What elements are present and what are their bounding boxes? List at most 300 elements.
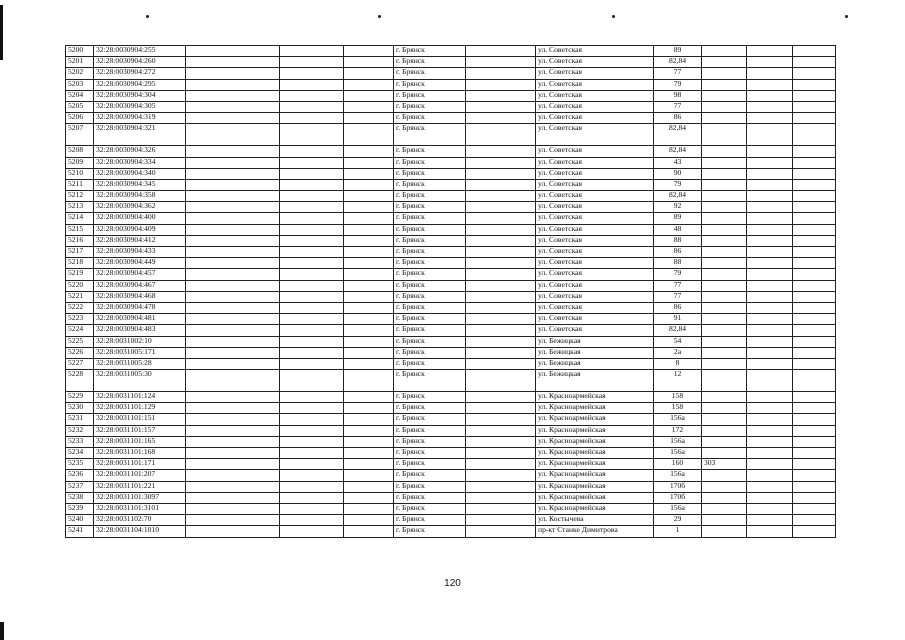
cell-empty <box>466 347 536 358</box>
page-number: 120 <box>444 578 461 589</box>
cell-empty <box>186 436 280 447</box>
cell-empty <box>280 269 344 280</box>
cell-street: ул. Советская <box>536 68 654 79</box>
cell-street: ул. Советская <box>536 57 654 68</box>
cell-area: 79 <box>654 79 702 90</box>
table-row <box>66 247 836 258</box>
cell-empty <box>280 503 344 514</box>
cell-street: ул. Красноармейская <box>536 414 654 425</box>
table-row <box>66 280 836 291</box>
cell-empty <box>747 425 793 436</box>
cell-no: 5228 <box>66 370 94 392</box>
cell-extra <box>702 336 747 347</box>
cell-empty <box>793 124 836 146</box>
cell-empty <box>466 291 536 302</box>
cell-empty <box>466 79 536 90</box>
cell-empty <box>280 414 344 425</box>
cell-empty <box>793 101 836 112</box>
cell-empty <box>344 392 394 403</box>
cell-empty <box>747 113 793 124</box>
cell-extra <box>702 358 747 369</box>
table-row <box>66 436 836 447</box>
cell-street: ул. Советская <box>536 247 654 258</box>
cell-city: г. Брянск <box>394 503 466 514</box>
cell-empty <box>747 470 793 481</box>
cell-empty <box>466 414 536 425</box>
cell-street: ул. Бежицкая <box>536 336 654 347</box>
cell-city: г. Брянск <box>394 247 466 258</box>
cell-no: 5241 <box>66 526 94 537</box>
cell-empty <box>280 291 344 302</box>
cell-extra <box>702 269 747 280</box>
cell-no: 5200 <box>66 46 94 57</box>
cell-area: 172 <box>654 425 702 436</box>
cell-empty <box>344 191 394 202</box>
cell-area: 86 <box>654 247 702 258</box>
table-row <box>66 358 836 369</box>
cell-street: ул. Советская <box>536 302 654 313</box>
cell-empty <box>793 179 836 190</box>
cell-empty <box>186 403 280 414</box>
cell-empty <box>466 113 536 124</box>
cell-area: 98 <box>654 90 702 101</box>
cell-street: ул. Красноармейская <box>536 470 654 481</box>
cell-city: г. Брянск <box>394 302 466 313</box>
cell-extra <box>702 515 747 526</box>
cell-empty <box>344 459 394 470</box>
cell-empty <box>793 302 836 313</box>
table-row <box>66 124 836 146</box>
cell-street: ул. Красноармейская <box>536 436 654 447</box>
cell-street: ул. Советская <box>536 314 654 325</box>
cell-no: 5216 <box>66 235 94 246</box>
cell-empty <box>344 503 394 514</box>
cell-empty <box>793 503 836 514</box>
cell-empty <box>747 235 793 246</box>
cell-city: г. Брянск <box>394 436 466 447</box>
cell-extra <box>702 79 747 90</box>
cell-city: г. Брянск <box>394 325 466 336</box>
cell-street: ул. Советская <box>536 235 654 246</box>
cell-empty <box>747 46 793 57</box>
cell-street: ул. Костычева <box>536 515 654 526</box>
cell-empty <box>747 124 793 146</box>
cell-empty <box>466 425 536 436</box>
cell-no: 5233 <box>66 436 94 447</box>
cell-empty <box>280 325 344 336</box>
cell-extra <box>702 414 747 425</box>
table-row <box>66 101 836 112</box>
cell-empty <box>344 202 394 213</box>
cell-empty <box>280 202 344 213</box>
cell-empty <box>344 90 394 101</box>
cell-empty <box>280 370 344 392</box>
cell-city: г. Брянск <box>394 213 466 224</box>
table-row <box>66 526 836 537</box>
cell-street: ул. Красноармейская <box>536 448 654 459</box>
cell-empty <box>344 425 394 436</box>
cell-empty <box>793 224 836 235</box>
cell-city: г. Брянск <box>394 224 466 235</box>
cell-city: г. Брянск <box>394 57 466 68</box>
cell-cad: 32:28:0031101:129 <box>94 403 186 414</box>
table-row <box>66 370 836 392</box>
table-row <box>66 146 836 157</box>
cell-cad: 32:28:0031101:151 <box>94 414 186 425</box>
cell-empty <box>186 90 280 101</box>
table-row <box>66 325 836 336</box>
cell-empty <box>186 247 280 258</box>
cell-extra <box>702 436 747 447</box>
cell-cad: 32:28:0030904:321 <box>94 124 186 146</box>
cell-empty <box>466 258 536 269</box>
table-row <box>66 113 836 124</box>
cell-empty <box>793 157 836 168</box>
cell-cad: 32:28:0031101:124 <box>94 392 186 403</box>
cell-cad: 32:28:0030904:255 <box>94 46 186 57</box>
cell-extra <box>702 247 747 258</box>
cell-empty <box>280 280 344 291</box>
cell-empty <box>793 347 836 358</box>
cell-street: ул. Советская <box>536 101 654 112</box>
cell-city: г. Брянск <box>394 157 466 168</box>
cell-empty <box>344 314 394 325</box>
cell-empty <box>466 336 536 347</box>
cell-no: 5220 <box>66 280 94 291</box>
cell-empty <box>344 470 394 481</box>
cell-area: 156а <box>654 503 702 514</box>
cell-city: г. Брянск <box>394 168 466 179</box>
cell-empty <box>344 302 394 313</box>
cell-area: 91 <box>654 314 702 325</box>
cell-empty <box>466 325 536 336</box>
cell-empty <box>747 503 793 514</box>
cell-empty <box>747 202 793 213</box>
cell-empty <box>344 124 394 146</box>
cell-empty <box>280 448 344 459</box>
cell-city: г. Брянск <box>394 124 466 146</box>
cell-empty <box>747 492 793 503</box>
cell-extra <box>702 370 747 392</box>
cell-cad: 32:28:0031101:207 <box>94 470 186 481</box>
cell-city: г. Брянск <box>394 113 466 124</box>
scan-edge-mark <box>0 622 4 640</box>
cell-city: г. Брянск <box>394 314 466 325</box>
cell-empty <box>793 291 836 302</box>
cell-empty <box>747 90 793 101</box>
cell-street: ул. Советская <box>536 146 654 157</box>
cell-extra <box>702 68 747 79</box>
cell-empty <box>280 146 344 157</box>
cell-empty <box>466 358 536 369</box>
cell-empty <box>747 68 793 79</box>
cell-street: ул. Красноармейская <box>536 492 654 503</box>
cell-empty <box>280 436 344 447</box>
cell-empty <box>344 358 394 369</box>
cell-cad: 32:28:0031101:171 <box>94 459 186 470</box>
cell-empty <box>186 68 280 79</box>
cell-empty <box>344 224 394 235</box>
cell-city: г. Брянск <box>394 202 466 213</box>
cell-empty <box>747 269 793 280</box>
cell-cad: 32:28:0030904:449 <box>94 258 186 269</box>
cell-cad: 32:28:0031005:30 <box>94 370 186 392</box>
cell-area: 89 <box>654 46 702 57</box>
cell-cad: 32:28:0030904:481 <box>94 314 186 325</box>
cell-area: 86 <box>654 113 702 124</box>
cell-empty <box>344 68 394 79</box>
cell-cad: 32:28:0030904:433 <box>94 247 186 258</box>
cell-empty <box>466 503 536 514</box>
table-row <box>66 503 836 514</box>
cell-empty <box>466 515 536 526</box>
cell-empty <box>793 336 836 347</box>
cell-empty <box>466 436 536 447</box>
cell-empty <box>793 481 836 492</box>
cell-street: ул. Советская <box>536 46 654 57</box>
cell-empty <box>280 492 344 503</box>
cell-area: 92 <box>654 202 702 213</box>
cell-empty <box>280 314 344 325</box>
cell-cad: 32:28:0030904:358 <box>94 191 186 202</box>
cell-no: 5212 <box>66 191 94 202</box>
table-row <box>66 191 836 202</box>
cell-cad: 32:28:0030904:457 <box>94 269 186 280</box>
cell-empty <box>466 213 536 224</box>
cell-empty <box>466 235 536 246</box>
cell-empty <box>466 179 536 190</box>
cell-empty <box>466 191 536 202</box>
cell-area: 156а <box>654 414 702 425</box>
cell-empty <box>466 302 536 313</box>
cell-empty <box>793 280 836 291</box>
cell-empty <box>793 191 836 202</box>
cell-empty <box>186 515 280 526</box>
cell-empty <box>186 202 280 213</box>
table-row <box>66 79 836 90</box>
cell-no: 5237 <box>66 481 94 492</box>
cell-empty <box>186 459 280 470</box>
cell-empty <box>793 213 836 224</box>
table-row <box>66 336 836 347</box>
cell-street: ул. Советская <box>536 269 654 280</box>
cell-empty <box>280 179 344 190</box>
cell-empty <box>747 481 793 492</box>
cell-empty <box>344 146 394 157</box>
cell-empty <box>280 235 344 246</box>
cell-extra <box>702 325 747 336</box>
cell-extra <box>702 213 747 224</box>
cell-empty <box>186 46 280 57</box>
cell-area: 89 <box>654 213 702 224</box>
cell-empty <box>186 191 280 202</box>
cell-city: г. Брянск <box>394 358 466 369</box>
cell-empty <box>344 347 394 358</box>
cell-city: г. Брянск <box>394 370 466 392</box>
scan-dot <box>146 15 149 18</box>
cell-empty <box>747 146 793 157</box>
cell-empty <box>793 113 836 124</box>
cell-area: 160 <box>654 459 702 470</box>
cell-no: 5202 <box>66 68 94 79</box>
cell-empty <box>186 113 280 124</box>
table-row <box>66 224 836 235</box>
cell-city: г. Брянск <box>394 459 466 470</box>
cell-empty <box>280 213 344 224</box>
cell-empty <box>747 370 793 392</box>
cell-empty <box>747 526 793 537</box>
cell-street: ул. Бежицкая <box>536 370 654 392</box>
cell-cad: 32:28:0030904:305 <box>94 101 186 112</box>
cell-empty <box>793 57 836 68</box>
table-row <box>66 202 836 213</box>
cell-cad: 32:28:0030904:478 <box>94 302 186 313</box>
cell-empty <box>747 347 793 358</box>
cell-empty <box>747 336 793 347</box>
cell-extra <box>702 46 747 57</box>
cell-city: г. Брянск <box>394 235 466 246</box>
cell-empty <box>793 202 836 213</box>
cell-cad: 32:28:0030904:326 <box>94 146 186 157</box>
cell-empty <box>747 291 793 302</box>
cell-extra <box>702 314 747 325</box>
cell-empty <box>793 325 836 336</box>
cell-city: г. Брянск <box>394 515 466 526</box>
cell-empty <box>466 90 536 101</box>
cell-cad: 32:28:0031101:168 <box>94 448 186 459</box>
cell-area: 8 <box>654 358 702 369</box>
cell-city: г. Брянск <box>394 46 466 57</box>
cell-empty <box>793 235 836 246</box>
cell-street: ул. Советская <box>536 291 654 302</box>
cell-street: ул. Советская <box>536 325 654 336</box>
cell-empty <box>186 179 280 190</box>
cell-empty <box>186 425 280 436</box>
cell-empty <box>344 269 394 280</box>
property-table <box>65 45 836 538</box>
cell-empty <box>186 492 280 503</box>
cell-no: 5215 <box>66 224 94 235</box>
table-row <box>66 425 836 436</box>
table-row <box>66 414 836 425</box>
cell-empty <box>344 168 394 179</box>
cell-area: 77 <box>654 101 702 112</box>
cell-empty <box>793 392 836 403</box>
cell-area: 77 <box>654 280 702 291</box>
cell-no: 5217 <box>66 247 94 258</box>
cell-no: 5224 <box>66 325 94 336</box>
cell-empty <box>466 269 536 280</box>
table-row <box>66 213 836 224</box>
table-row <box>66 470 836 481</box>
cell-cad: 32:28:0030904:412 <box>94 235 186 246</box>
cell-extra <box>702 280 747 291</box>
cell-empty <box>793 470 836 481</box>
cell-area: 88 <box>654 258 702 269</box>
cell-area: 82,84 <box>654 124 702 146</box>
cell-empty <box>747 101 793 112</box>
cell-empty <box>466 157 536 168</box>
cell-empty <box>186 347 280 358</box>
cell-empty <box>747 57 793 68</box>
cell-street: ул. Советская <box>536 79 654 90</box>
cell-empty <box>186 269 280 280</box>
cell-no: 5235 <box>66 459 94 470</box>
cell-empty <box>793 314 836 325</box>
cell-empty <box>747 302 793 313</box>
cell-extra <box>702 90 747 101</box>
cell-empty <box>466 448 536 459</box>
cell-empty <box>793 68 836 79</box>
cell-street: ул. Бежицкая <box>536 347 654 358</box>
cell-empty <box>344 179 394 190</box>
cell-empty <box>186 503 280 514</box>
cell-street: ул. Советская <box>536 179 654 190</box>
cell-empty <box>280 101 344 112</box>
cell-cad: 32:28:0030904:319 <box>94 113 186 124</box>
cell-empty <box>747 247 793 258</box>
cell-empty <box>280 258 344 269</box>
cell-empty <box>186 124 280 146</box>
table-row <box>66 179 836 190</box>
cell-street: ул. Красноармейская <box>536 392 654 403</box>
cell-extra: 303 <box>702 459 747 470</box>
cell-empty <box>793 492 836 503</box>
cell-no: 5229 <box>66 392 94 403</box>
cell-area: 43 <box>654 157 702 168</box>
cell-cad: 32:28:0030904:468 <box>94 291 186 302</box>
cell-area: 82,84 <box>654 191 702 202</box>
cell-city: г. Брянск <box>394 191 466 202</box>
cell-empty <box>344 101 394 112</box>
cell-street: ул. Советская <box>536 168 654 179</box>
cell-no: 5222 <box>66 302 94 313</box>
table-row <box>66 515 836 526</box>
cell-area: 88 <box>654 235 702 246</box>
cell-empty <box>280 224 344 235</box>
scan-dot <box>845 15 848 18</box>
cell-empty <box>280 46 344 57</box>
cell-no: 5227 <box>66 358 94 369</box>
cell-street: ул. Советская <box>536 90 654 101</box>
cell-empty <box>344 113 394 124</box>
cell-empty <box>186 325 280 336</box>
cell-area: 170б <box>654 492 702 503</box>
cell-empty <box>747 448 793 459</box>
cell-street: ул. Советская <box>536 213 654 224</box>
cell-area: 158 <box>654 392 702 403</box>
cell-empty <box>747 414 793 425</box>
cell-no: 5204 <box>66 90 94 101</box>
cell-empty <box>466 247 536 258</box>
cell-empty <box>466 481 536 492</box>
table-row <box>66 157 836 168</box>
cell-extra <box>702 202 747 213</box>
cell-area: 158 <box>654 403 702 414</box>
cell-empty <box>466 168 536 179</box>
cell-cad: 32:28:0031101:3101 <box>94 503 186 514</box>
cell-extra <box>702 124 747 146</box>
cell-extra <box>702 179 747 190</box>
table-row <box>66 46 836 57</box>
cell-area: 12 <box>654 370 702 392</box>
cell-empty <box>747 224 793 235</box>
cell-no: 5203 <box>66 79 94 90</box>
cell-empty <box>186 414 280 425</box>
cell-empty <box>466 392 536 403</box>
cell-city: г. Брянск <box>394 336 466 347</box>
cell-empty <box>793 526 836 537</box>
